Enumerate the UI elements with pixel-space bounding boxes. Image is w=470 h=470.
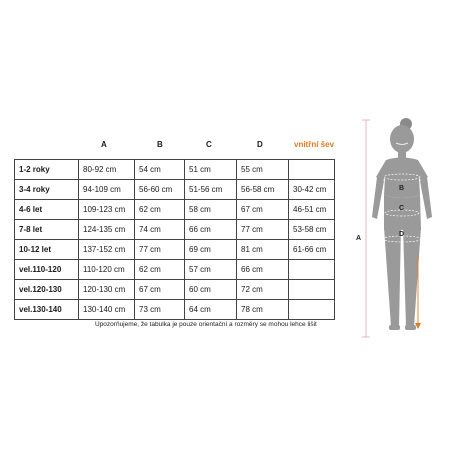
- column-header-b: B: [157, 140, 163, 149]
- table-cell: 55 cm: [237, 160, 289, 180]
- column-header-a: A: [101, 140, 107, 149]
- table-cell: [289, 300, 335, 320]
- row-label: vel.110-120: [15, 260, 79, 280]
- figure-label-d: D: [399, 231, 405, 238]
- disclaimer-note: Upozorňujeme, že tabulka je pouze orientační a rozměry se mohou lehce lišit: [95, 321, 317, 328]
- table-cell: 54 cm: [135, 160, 185, 180]
- table-cell: 94-109 cm: [79, 180, 135, 200]
- table-cell: 60 cm: [185, 280, 237, 300]
- table-cell: 77 cm: [237, 220, 289, 240]
- table-row: [15, 300, 335, 320]
- row-label: 10-12 let: [15, 240, 79, 260]
- table-cell: 46-51 cm: [289, 200, 335, 220]
- table-cell: 51 cm: [185, 160, 237, 180]
- table-cell: [289, 260, 335, 280]
- table-cell: 56-60 cm: [135, 180, 185, 200]
- row-label: vel.130-140: [15, 300, 79, 320]
- table-cell: 51-56 cm: [185, 180, 237, 200]
- table-cell: 64 cm: [185, 300, 237, 320]
- table-cell: 80-92 cm: [79, 160, 135, 180]
- table-cell: 58 cm: [185, 200, 237, 220]
- figure-label-b: B: [399, 185, 405, 192]
- figure-label-c: C: [399, 205, 405, 212]
- table-cell: [289, 280, 335, 300]
- table-row: [15, 200, 335, 220]
- table-row: [15, 280, 335, 300]
- table-cell: 109-123 cm: [79, 200, 135, 220]
- table-cell: 66 cm: [237, 260, 289, 280]
- table-cell: 72 cm: [237, 280, 289, 300]
- row-label: vel.120-130: [15, 280, 79, 300]
- table-cell: 130-140 cm: [79, 300, 135, 320]
- row-label: 1-2 roky: [15, 160, 79, 180]
- figure-label-a: A: [356, 235, 362, 242]
- table-cell: 74 cm: [135, 220, 185, 240]
- table-cell: 62 cm: [135, 200, 185, 220]
- table-cell: 120-130 cm: [79, 280, 135, 300]
- table-cell: [289, 160, 335, 180]
- column-header-inseam: vnitřní šev: [294, 140, 335, 149]
- row-label: 4-6 let: [15, 200, 79, 220]
- column-header-c: C: [206, 140, 212, 149]
- table-cell: 137-152 cm: [79, 240, 135, 260]
- table-cell: 30-42 cm: [289, 180, 335, 200]
- size-table: [14, 159, 335, 320]
- table-cell: 53-58 cm: [289, 220, 335, 240]
- table-cell: 81 cm: [237, 240, 289, 260]
- table-cell: 77 cm: [135, 240, 185, 260]
- table-row: [15, 180, 335, 200]
- table-row: [15, 240, 335, 260]
- row-label: 7-8 let: [15, 220, 79, 240]
- table-cell: 67 cm: [237, 200, 289, 220]
- child-figure-diagram: [356, 115, 436, 355]
- table-cell: 124-135 cm: [79, 220, 135, 240]
- table-cell: 66 cm: [185, 220, 237, 240]
- table-row: [15, 160, 335, 180]
- table-cell: 57 cm: [185, 260, 237, 280]
- table-cell: 69 cm: [185, 240, 237, 260]
- table-cell: 67 cm: [135, 280, 185, 300]
- table-row: [15, 220, 335, 240]
- table-cell: 73 cm: [135, 300, 185, 320]
- table-cell: 78 cm: [237, 300, 289, 320]
- table-row: [15, 260, 335, 280]
- child-silhouette: [372, 118, 432, 330]
- table-cell: 62 cm: [135, 260, 185, 280]
- column-header-d: D: [257, 140, 263, 149]
- table-cell: 56-58 cm: [237, 180, 289, 200]
- table-cell: 61-66 cm: [289, 240, 335, 260]
- row-label: 3-4 roky: [15, 180, 79, 200]
- table-cell: 110-120 cm: [79, 260, 135, 280]
